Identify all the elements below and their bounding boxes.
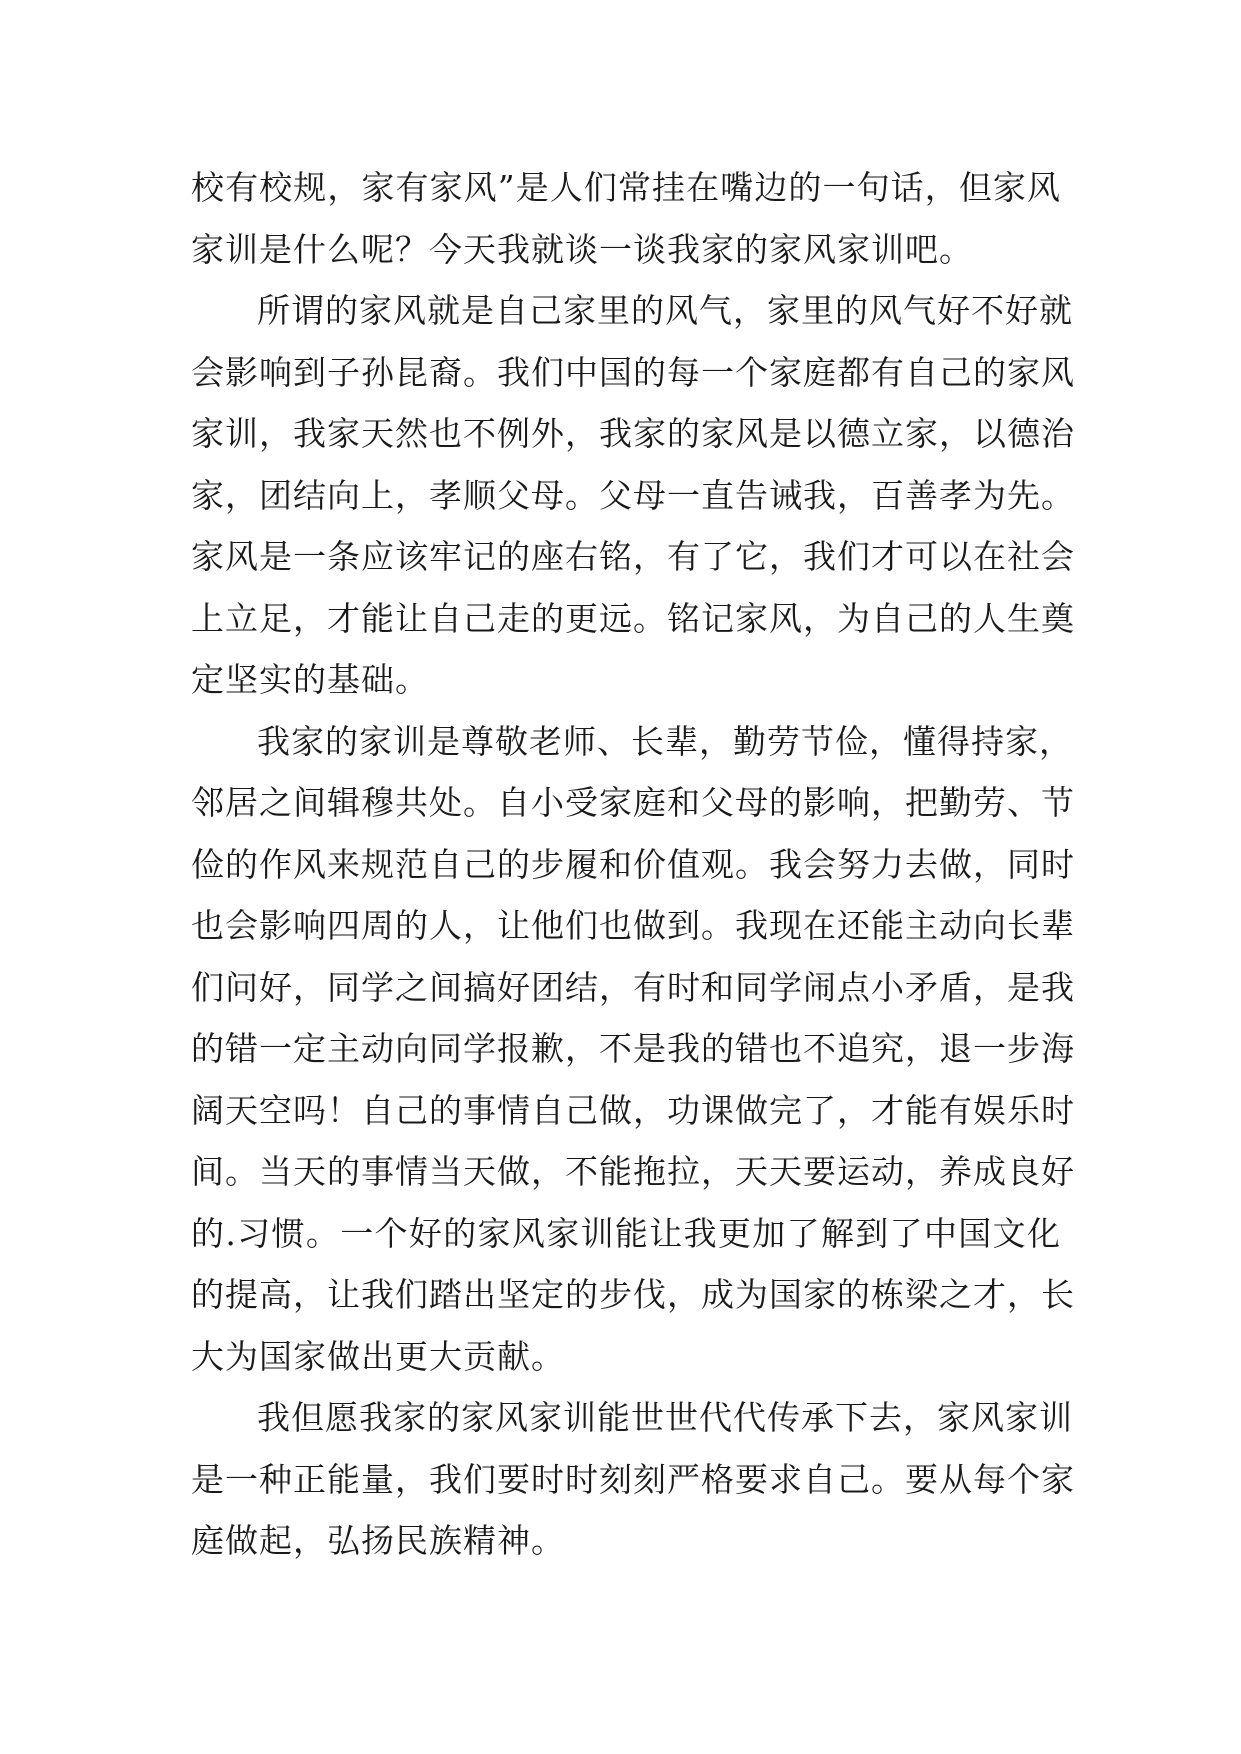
paragraph-line: 家训，我家天然也不例外，我家的家风是以德立家，以德治 — [191, 414, 1075, 453]
paragraph-line: 的.习惯。一个好的家风家训能让我更加了解到了中国文化 — [191, 1213, 1061, 1253]
paragraph-line: 家训是什么呢？今天我就谈一谈我家的家风家训吧。 — [191, 229, 973, 269]
paragraph-line: 所谓的家风就是自己家里的风气，家里的风气好不好就 — [257, 291, 1073, 330]
paragraph-line: 的错一定主动向同学报歉，不是我的错也不追究，退一步海 — [191, 1029, 1075, 1068]
paragraph-line: 上立足，才能让自己走的更远。铭记家风，为自己的人生奠 — [191, 598, 1075, 638]
paragraph-line: 也会影响四周的人，让他们也做到。我现在还能主动向长辈 — [191, 906, 1075, 945]
paragraph-line: 的提高，让我们踏出坚定的步伐，成为国家的栋梁之才，长 — [191, 1275, 1075, 1314]
paragraph-line: 庭做起，弘扬民族精神。 — [191, 1521, 565, 1560]
paragraph-line: 会影响到子孙昆裔。我们中国的每一个家庭都有自己的家风 — [191, 352, 1075, 392]
paragraph-line: 间。当天的事情当天做，不能拖拉，天天要运动，养成良好 — [191, 1152, 1075, 1191]
paragraph-line: 是一种正能量，我们要时时刻刻严格要求自己。要从每个家 — [191, 1459, 1075, 1499]
paragraph-line: 阔天空吗！自己的事情自己做，功课做完了，才能有娱乐时 — [191, 1090, 1075, 1130]
paragraph-line: 大为国家做出更大贡献。 — [191, 1336, 565, 1376]
paragraph-2 — [191, 280, 1075, 711]
paragraph-line: 我家的家训是尊敬老师、长辈，勤劳节俭，懂得持家， — [257, 721, 1073, 761]
paragraph-line: 们问好，同学之间搞好团结，有时和同学闹点小矛盾，是我 — [191, 967, 1075, 1007]
paragraph-3 — [191, 711, 1075, 1388]
paragraph-line: 定坚实的基础。 — [191, 660, 429, 699]
paragraph-4 — [191, 1387, 1075, 1572]
paragraph-line: 家风是一条应该牢记的座右铭，有了它，我们才可以在社会 — [191, 537, 1075, 576]
paragraph-line: 家，团结向上，孝顺父母。父母一直告诫我，百善孝为先。 — [191, 475, 1075, 515]
paragraph-line: 我但愿我家的家风家训能世世代代传承下去，家风家训 — [257, 1398, 1073, 1437]
paragraph-line: 邻居之间辑穆共处。自小受家庭和父母的影响，把勤劳、节 — [191, 783, 1075, 822]
paragraph-1 — [191, 157, 1061, 280]
essay-body — [191, 157, 1075, 1572]
paragraph-line: 俭的作风来规范自己的步履和价值观。我会努力去做，同时 — [191, 844, 1075, 884]
paragraph-line: 校有校规，家有家风”是人们常挂在嘴边的一句话，但家风 — [191, 168, 1061, 207]
